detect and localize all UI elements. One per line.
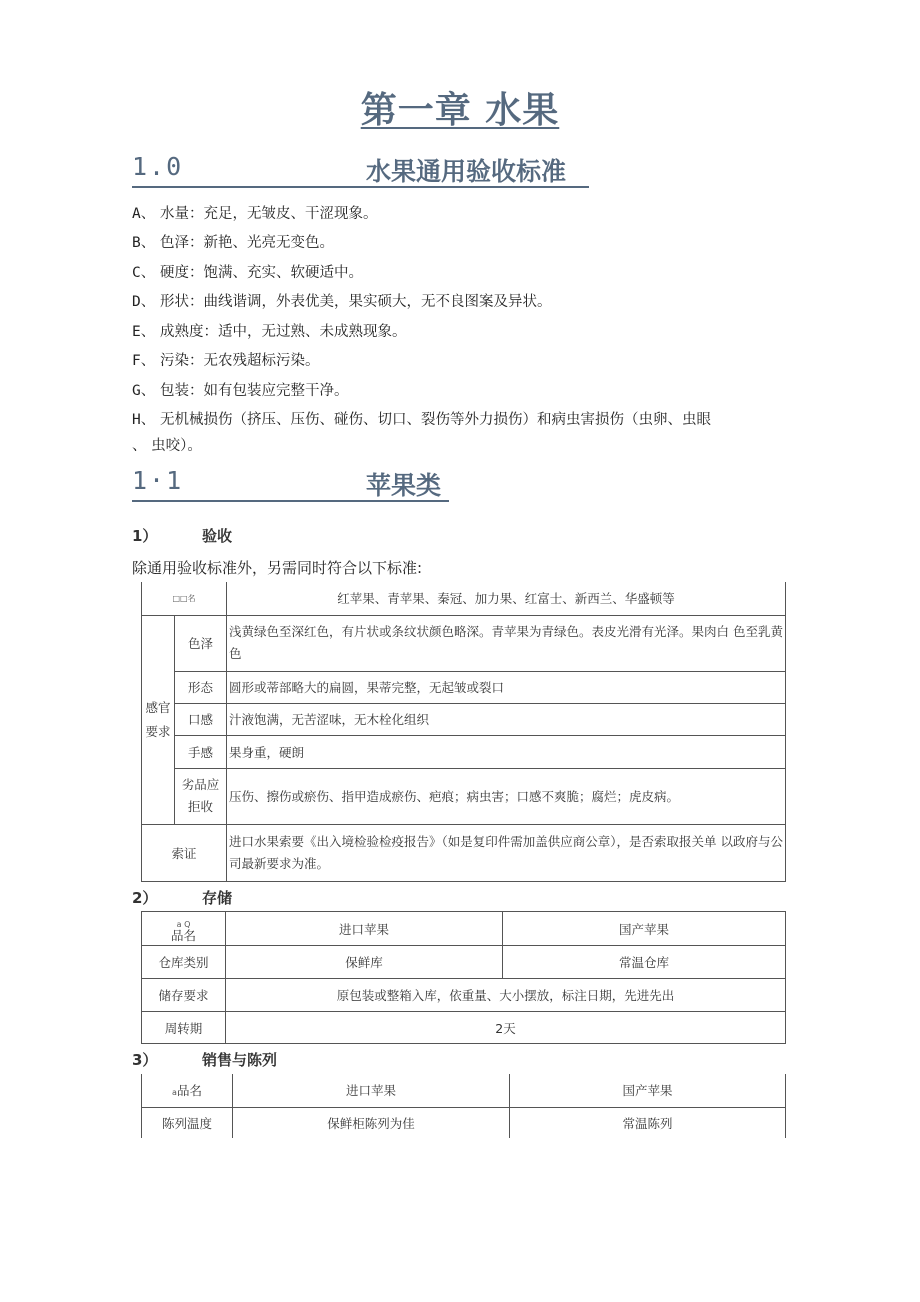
chapter-title: 第一章 水果 xyxy=(360,90,560,131)
table-row-label: 储存要求 xyxy=(142,979,226,1012)
table-row-label: 手感 xyxy=(175,735,227,768)
table-cell: 常温仓库 xyxy=(503,946,786,979)
table-cell: 常温陈列 xyxy=(510,1107,786,1138)
standard-item: B、 色泽：新艳、光亮无变色。 xyxy=(132,235,334,251)
section-number: 1.0 xyxy=(132,152,184,181)
standard-item: A、 水量：充足，无皱皮、干涩现象。 xyxy=(132,206,378,222)
table-cell: 圆形或蒂部略大的扁圆，果蒂完整，无起皱或裂口 xyxy=(227,671,786,703)
subsection-heading-acceptance: 1） 验收 xyxy=(132,527,233,545)
table-header-cell: a Q 品名 xyxy=(142,912,226,946)
table-cell: 原包装或整箱入库，依重量、大小摆放，标注日期，先进先出 xyxy=(226,979,786,1012)
section-heading-1-1 xyxy=(132,466,449,502)
table-cell: 2天 xyxy=(226,1012,786,1044)
table-row-label: 色泽 xyxy=(175,615,227,671)
table-row-label: 形态 xyxy=(175,671,227,703)
table-cell: 红苹果、青苹果、秦冠、加力果、红富士、新西兰、华盛顿等 xyxy=(227,582,786,615)
table-cell: 浅黄绿色至深红色，有片状或条纹状颜色略深。青苹果为青绿色。表皮光滑有光泽。果肉白 色至乳黄色 xyxy=(227,615,786,671)
table-row-label: 仓库类别 xyxy=(142,946,226,979)
standard-item: F、 污染：无农残超标污染。 xyxy=(132,353,320,369)
table-cell: 汁液饱满，无苦涩味，无木栓化组织 xyxy=(227,703,786,735)
standard-item: D、 形状：曲线谐调，外表优美，果实硕大，无不良图案及异状。 xyxy=(132,294,552,310)
table-row-label: 周转期 xyxy=(142,1012,226,1044)
table-cell: 果身重，硬朗 xyxy=(227,735,786,768)
table-cell: 进口水果索要《出入境检验检疫报告》（如是复印件需加盖供应商公章），是否索取报关单 以政府与公司最新要求为准。 xyxy=(227,824,786,881)
section-heading-1-0 xyxy=(132,152,589,188)
table-header-cell: a品名 xyxy=(142,1074,233,1107)
sales-table xyxy=(141,1074,786,1138)
subsection-heading-storage: 2） 存储 xyxy=(132,889,233,907)
storage-table xyxy=(141,911,786,1044)
table-cell: 保鲜库 xyxy=(226,946,503,979)
table-header-cell: 进口苹果 xyxy=(233,1074,510,1107)
sensory-label-cell: 感官 要求 xyxy=(142,615,175,824)
table-row-label: 口感 xyxy=(175,703,227,735)
table-header-cell: 国产苹果 xyxy=(510,1074,786,1107)
standard-item: H、 无机械损伤（挤压、压伤、碰伤、切口、裂伤等外力损伤）和病虫害损伤（虫卵、虫眼 xyxy=(132,412,711,428)
table-header-cell: 国产苹果 xyxy=(503,912,786,946)
standard-item: C、 硬度：饱满、充实、软硬适中。 xyxy=(132,265,363,281)
acceptance-table xyxy=(141,582,786,882)
section-title: 水果通用验收标准 xyxy=(366,157,567,186)
table-cell: 保鲜柜陈列为佳 xyxy=(233,1107,510,1138)
table-header-cell: □□名 xyxy=(142,582,227,615)
standard-item: G、 包装：如有包装应完整干净。 xyxy=(132,383,349,399)
section-number: 1·1 xyxy=(132,466,184,495)
intro-text: 除通用验收标准外，另需同时符合以下标准: xyxy=(132,559,423,577)
subsection-heading-sales: 3） 销售与陈列 xyxy=(132,1051,278,1069)
table-row-label: 索证 xyxy=(142,824,227,881)
table-cell: 压伤、擦伤或瘀伤、指甲造成瘀伤、疤痕；病虫害；口感不爽脆；腐烂；虎皮病。 xyxy=(227,768,786,824)
table-header-cell: 进口苹果 xyxy=(226,912,503,946)
standard-item: E、 成熟度：适中，无过熟、未成熟现象。 xyxy=(132,324,407,340)
table-row-label: 陈列温度 xyxy=(142,1107,233,1138)
standard-item-wrap: 、 虫咬）。 xyxy=(132,438,202,454)
table-row-label: 劣品应拒收 xyxy=(175,768,227,824)
section-title: 苹果类 xyxy=(366,471,442,500)
